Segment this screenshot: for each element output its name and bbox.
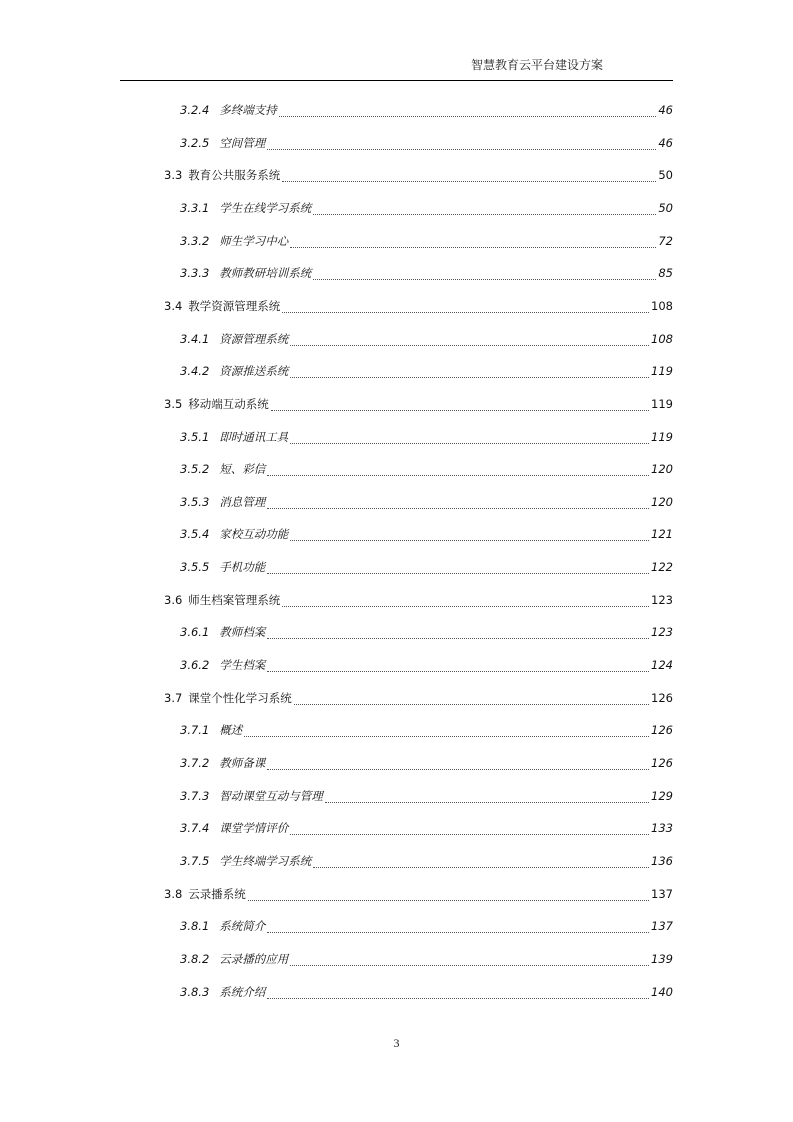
toc-entry[interactable] [180,494,673,514]
toc-entry-title: 学生终端学习系统 [219,853,312,868]
dot-leader [267,671,649,672]
toc-entry[interactable] [180,951,673,971]
toc-entry[interactable] [180,722,673,742]
dot-leader [271,410,649,411]
dot-leader [282,606,649,607]
dot-leader [282,181,656,182]
toc-entry-page: 119 [651,396,673,411]
toc-entry-title: 短、彩信 [219,462,266,477]
toc-entry-number: 3.3 [164,168,183,183]
toc-entry-number: 3.8 [164,886,183,901]
toc-entry-title: 教育公共服务系统 [188,168,281,183]
toc-entry-page: 137 [651,919,673,934]
toc-entry[interactable] [180,200,673,220]
toc-entry[interactable] [164,167,673,187]
toc-entry[interactable] [180,918,673,938]
dot-leader [267,475,649,476]
toc-entry-page: 72 [658,233,673,248]
dot-leader [325,802,649,803]
toc-entry-page: 137 [651,886,673,901]
toc-entry-number: 3.5.4 [180,527,210,542]
toc-entry[interactable] [180,657,673,677]
toc-entry[interactable] [180,984,673,1004]
toc-entry[interactable] [180,559,673,579]
dot-leader [267,508,649,509]
dot-leader [267,638,649,639]
dot-leader [294,704,649,705]
toc-entry-number: 3.3.2 [180,233,210,248]
dot-leader [290,540,649,541]
toc-entry-number: 3.7.1 [180,723,210,738]
dot-leader [313,867,649,868]
toc-entry-title: 云录播的应用 [219,951,289,966]
toc-entry-number: 3.5.3 [180,494,210,509]
toc-entry-page: 50 [658,168,673,183]
toc-entry-title: 师生档案管理系统 [188,592,281,607]
dot-leader [290,834,649,835]
toc-entry-number: 3.6.1 [180,625,210,640]
toc-entry-title: 家校互动功能 [219,527,289,542]
toc-entry[interactable] [164,396,673,416]
toc-entry-page: 119 [651,429,673,444]
toc-entry[interactable] [180,102,673,122]
toc-entry-page: 139 [651,951,673,966]
dot-leader [290,443,649,444]
toc-entry-number: 3.5.1 [180,429,210,444]
toc-entry[interactable] [180,820,673,840]
toc-entry[interactable] [180,429,673,449]
toc-entry-page: 140 [651,984,673,999]
toc-entry-page: 123 [651,592,673,607]
dot-leader [267,149,656,150]
toc-entry-page: 108 [651,331,673,346]
toc-entry-title: 学生档案 [219,658,266,673]
toc-entry-page: 136 [651,853,673,868]
toc-entry-title: 即时通讯工具 [219,429,289,444]
toc-entry-page: 120 [651,462,673,477]
toc-entry-title: 多终端支持 [219,103,277,117]
toc-entry-number: 3.5.2 [180,462,210,477]
dot-leader [290,345,649,346]
toc-entry-title: 手机功能 [219,560,266,575]
dot-leader [267,769,649,770]
toc-entry-number: 3.7.3 [180,788,210,803]
toc-entry-number: 3.2.4 [180,103,210,117]
toc-entry-page: 120 [651,494,673,509]
toc-entry-number: 3.8.2 [180,951,210,966]
toc-entry-number: 3.7 [164,690,183,705]
toc-entry-page: 124 [651,658,673,673]
toc-entry-number: 3.5 [164,396,183,411]
toc-entry-page: 126 [651,756,673,770]
toc-entry-number: 3.6 [164,592,183,607]
toc-entry[interactable] [164,690,673,710]
page-header [120,54,673,81]
toc-entry-title: 概述 [219,723,243,738]
toc-entry[interactable] [180,853,673,873]
toc-entry-title: 课堂个性化学习系统 [188,690,292,705]
toc-entry-title: 空间管理 [219,135,266,150]
toc-entry-number: 3.4.1 [180,331,210,346]
toc-entry-number: 3.4 [164,298,183,313]
toc-entry-title: 云录播系统 [188,886,246,901]
toc-entry-number: 3.6.2 [180,658,210,673]
toc-entry-title: 教师教研培训系统 [219,266,312,281]
toc-entry[interactable] [180,526,673,546]
toc-entry[interactable] [180,265,673,285]
toc-entry[interactable] [180,233,673,253]
toc-entry[interactable] [180,363,673,383]
toc-entry-title: 资源管理系统 [219,331,289,346]
dot-leader [290,247,656,248]
toc-entry-title: 师生学习中心 [219,233,289,248]
toc-entry[interactable] [180,331,673,351]
toc-entry-page: 119 [651,364,673,379]
toc-entry-page: 85 [658,266,673,281]
toc-entry-number: 3.7.4 [180,821,210,836]
toc-entry[interactable] [164,298,673,318]
toc-entry-title: 课堂学情评价 [219,821,289,836]
toc-entry-number: 3.8.3 [180,984,210,999]
toc-entry-title: 教学资源管理系统 [188,298,281,313]
dot-leader [313,214,656,215]
dot-leader [279,116,657,117]
toc-entry-title: 教师备课 [219,756,266,770]
dot-leader [267,932,649,933]
page-number: 3 [393,1036,400,1050]
toc-entry-title: 学生在线学习系统 [219,200,312,215]
toc-entry-page: 121 [651,527,673,542]
toc-entry-title: 移动端互动系统 [188,396,269,411]
toc-entry-number: 3.8.1 [180,919,210,934]
toc-entry-page: 46 [658,135,673,150]
dot-leader [290,377,649,378]
toc-entry-title: 系统介绍 [219,984,266,999]
dot-leader [248,900,649,901]
toc-entry[interactable] [164,592,673,612]
toc-entry-title: 智动课堂互动与管理 [219,788,323,803]
toc-entry-number: 3.3.1 [180,200,210,215]
toc-entry-page: 126 [651,690,673,705]
toc-entry-number: 3.5.5 [180,560,210,575]
toc-entry-number: 3.7.5 [180,853,210,868]
toc-entry-number: 3.7.2 [180,756,210,770]
toc-entry-page: 108 [651,298,673,313]
document-title: 智慧教育云平台建设方案 [470,58,603,72]
toc-entry-title: 资源推送系统 [219,364,289,379]
toc-entry-page: 129 [651,788,673,803]
toc-entry[interactable] [180,788,673,808]
toc-entry-title: 教师档案 [219,625,266,640]
dot-leader [290,965,649,966]
toc-entry[interactable] [180,461,673,481]
dot-leader [267,998,649,999]
toc-entry-title: 系统简介 [219,919,266,934]
toc-entry-page: 46 [658,103,673,117]
dot-leader [313,279,656,280]
toc-entry[interactable] [180,755,673,775]
toc-entry-page: 126 [651,723,673,738]
toc-entry-number: 3.4.2 [180,364,210,379]
toc-entry-number: 3.3.3 [180,266,210,281]
dot-leader [244,736,649,737]
toc-entry-number: 3.2.5 [180,135,210,150]
toc-entry[interactable] [180,624,673,644]
dot-leader [267,573,649,574]
toc-entry-page: 122 [651,560,673,575]
toc-entry-page: 123 [651,625,673,640]
toc-entry-page: 50 [658,200,673,215]
toc-entry-title: 消息管理 [219,494,266,509]
toc-entry-page: 133 [651,821,673,836]
toc-entry[interactable] [164,886,673,906]
dot-leader [282,312,649,313]
toc-entry[interactable] [180,135,673,155]
